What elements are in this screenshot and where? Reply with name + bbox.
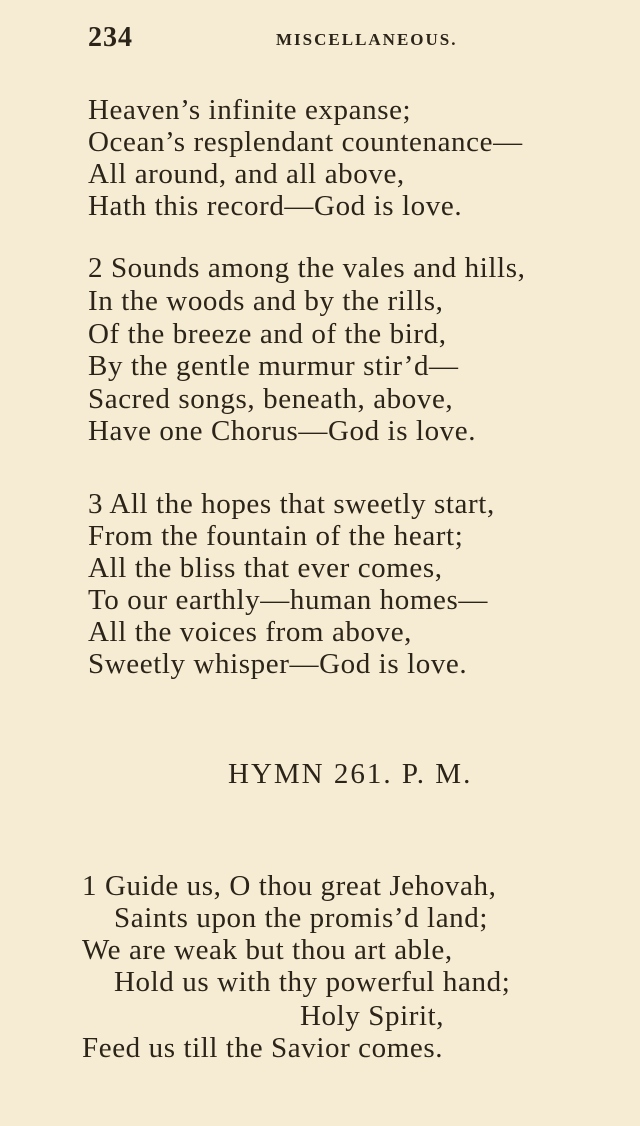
page-number: 234: [88, 22, 133, 53]
poem-line: All the voices from above,: [88, 616, 413, 648]
poem-line: Heaven’s infinite expanse;: [88, 94, 412, 126]
poem-line: To our earthly—human homes—: [88, 584, 488, 616]
hymn-heading: HYMN 261. P. M.: [228, 758, 473, 790]
poem-line: We are weak but thou art able,: [82, 934, 453, 966]
poem-line: All the bliss that ever comes,: [88, 552, 443, 584]
running-head: [88, 22, 608, 56]
poem-line: 2 Sounds among the vales and hills,: [88, 252, 526, 284]
poem-line: By the gentle murmur stir’d—: [88, 350, 459, 382]
poem-line: Hath this record—God is love.: [88, 190, 463, 222]
poem-line: From the fountain of the heart;: [88, 520, 464, 552]
poem-line: All around, and all above,: [88, 158, 405, 190]
poem-line: Ocean’s resplendant countenance—: [88, 126, 523, 158]
poem-line: Have one Chorus—God is love.: [88, 415, 477, 447]
poem-line: Sweetly whisper—God is love.: [88, 648, 468, 680]
poem-line: Saints upon the promis’d land;: [114, 902, 489, 934]
section-title: MISCELLANEOUS.: [276, 30, 458, 49]
poem-line: Sacred songs, beneath, above,: [88, 383, 454, 415]
poem-line: In the woods and by the rills,: [88, 285, 444, 317]
poem-line: Feed us till the Savior comes.: [82, 1032, 444, 1064]
poem-line: Of the breeze and of the bird,: [88, 318, 447, 350]
poem-line: 1 Guide us, O thou great Jehovah,: [82, 870, 497, 902]
poem-line: Hold us with thy powerful hand;: [114, 966, 511, 998]
poem-line: Holy Spirit,: [300, 1000, 445, 1032]
poem-line: 3 All the hopes that sweetly start,: [88, 488, 495, 520]
